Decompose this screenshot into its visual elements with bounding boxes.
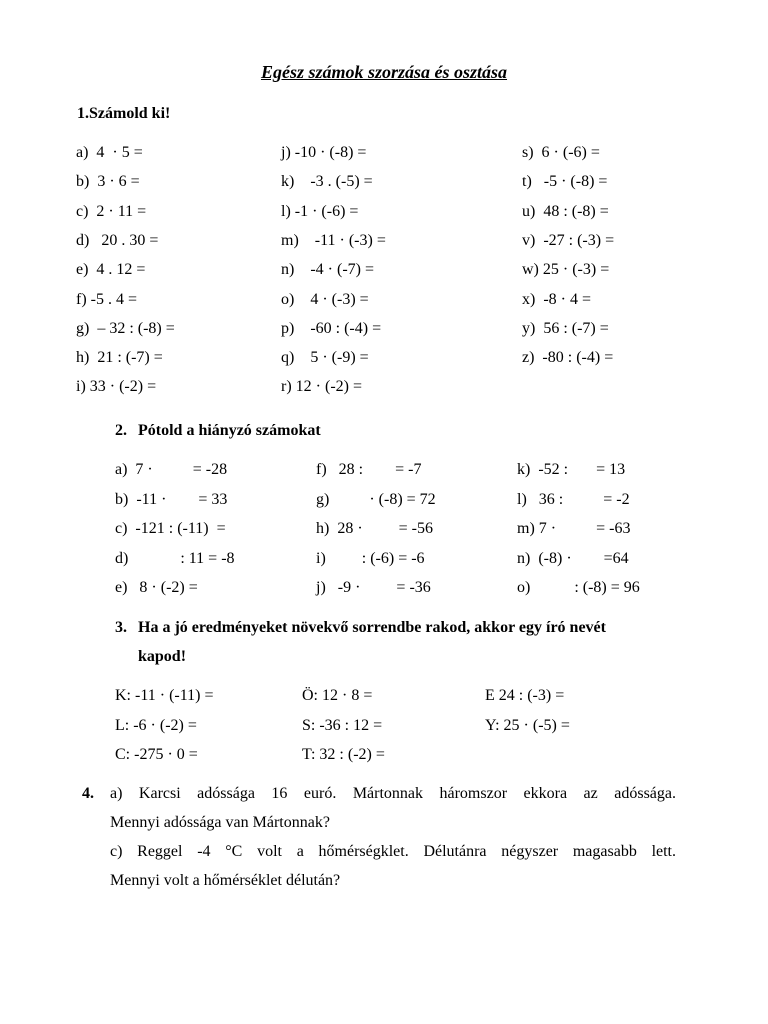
exercise-item: Ö: 12 · 8 = [302,687,373,704]
exercise-item: C: -275 · 0 = [115,746,198,763]
section3-heading-line1: Ha a jó eredményeket növekvő sorrendbe rakod, akkor egy író nevét [138,619,606,636]
section4-number: 4. [82,785,94,802]
exercise-item: E 24 : (-3) = [485,687,565,704]
exercise-item: j) -9 · = -36 [316,579,431,596]
exercise-item: g) – 32 : (-8) = [76,319,175,337]
section3-heading-line2: kapod! [138,648,187,665]
section2-number: 2. [115,422,127,439]
exercise-item: w) 25 · (-3) = [522,261,610,279]
exercise-item: l) 36 : = -2 [517,490,630,508]
exercise-item: m) 7 · = -63 [517,520,631,537]
exercise-item: r) 12 · (-2) = [281,378,362,396]
problem-c-line1: c) Reggel -4 °C volt a hőmérségklet. Délutánra négyszer magasabb lett. [110,843,676,860]
exercise-item: k) -52 : = 13 [517,461,626,478]
exercise-item: a) 7 · = -28 [115,461,228,478]
exercise-item: d) 20 . 30 = [76,231,159,249]
exercise-item: Y: 25 · (-5) = [485,716,570,734]
problem-a-line1: a) Karcsi adóssága 16 euró. Mártonnak háromszor ekkora az adóssága. [110,785,676,802]
exercise-item: a) 4 · 5 = [76,144,143,161]
exercise-item: t) -5 · (-8) = [522,173,608,191]
exercise-item: L: -6 · (-2) = [115,716,197,734]
exercise-item: i) 33 · (-2) = [76,378,157,396]
exercise-item: S: -36 : 12 = [302,716,383,734]
exercise-item: i) : (-6) = -6 [316,549,425,567]
exercise-item: T: 32 : (-2) = [302,746,385,763]
exercise-item: n) (-8) · =64 [517,549,629,567]
section2-heading: Pótold a hiányzó számokat [138,422,321,439]
exercise-item: e) 4 . 12 = [76,261,146,279]
exercise-item: o) 4 · (-3) = [281,290,369,308]
exercise-item: g) · (-8) = 72 [316,490,436,508]
exercise-item: j) -10 · (-8) = [281,144,367,161]
exercise-item: x) -8 · 4 = [522,290,592,308]
exercise-item: K: -11 · (-11) = [115,687,214,704]
problem-a-line2: Mennyi adóssága van Mártonnak? [110,814,330,831]
exercise-item: m) -11 · (-3) = [281,231,386,249]
exercise-item: l) -1 · (-6) = [281,202,359,220]
exercise-item: d) : 11 = -8 [115,549,235,567]
exercise-item: c) -121 : (-11) = [115,520,226,537]
exercise-item: p) -60 : (-4) = [281,319,382,337]
exercise-item: s) 6 · (-6) = [522,144,600,161]
exercise-item: v) -27 : (-3) = [522,231,615,249]
exercise-item: h) 21 : (-7) = [76,349,163,367]
exercise-item: u) 48 : (-8) = [522,202,609,220]
exercise-item: b) -11 · = 33 [115,490,228,508]
exercise-item: f) 28 : = -7 [316,461,422,478]
exercise-item: c) 2 · 11 = [76,202,147,220]
exercise-item: h) 28 · = -56 [316,520,434,537]
problem-c-line2: Mennyi volt a hőmérséklet délután? [110,872,341,889]
exercise-item: o) : (-8) = 96 [517,579,640,596]
exercise-item: q) 5 · (-9) = [281,349,369,367]
exercise-item: y) 56 : (-7) = [522,319,609,337]
exercise-item: b) 3 · 6 = [76,173,140,191]
worksheet-title: Egész számok szorzása és osztása [260,62,508,82]
section1-heading: 1.Számold ki! [77,105,171,122]
exercise-item: f) -5 . 4 = [76,290,138,308]
exercise-item: k) -3 . (-5) = [281,173,373,191]
section3-number: 3. [115,619,127,636]
exercise-item: e) 8 · (-2) = [115,579,198,596]
exercise-item: z) -80 : (-4) = [522,349,614,367]
exercise-item: n) -4 · (-7) = [281,261,374,279]
